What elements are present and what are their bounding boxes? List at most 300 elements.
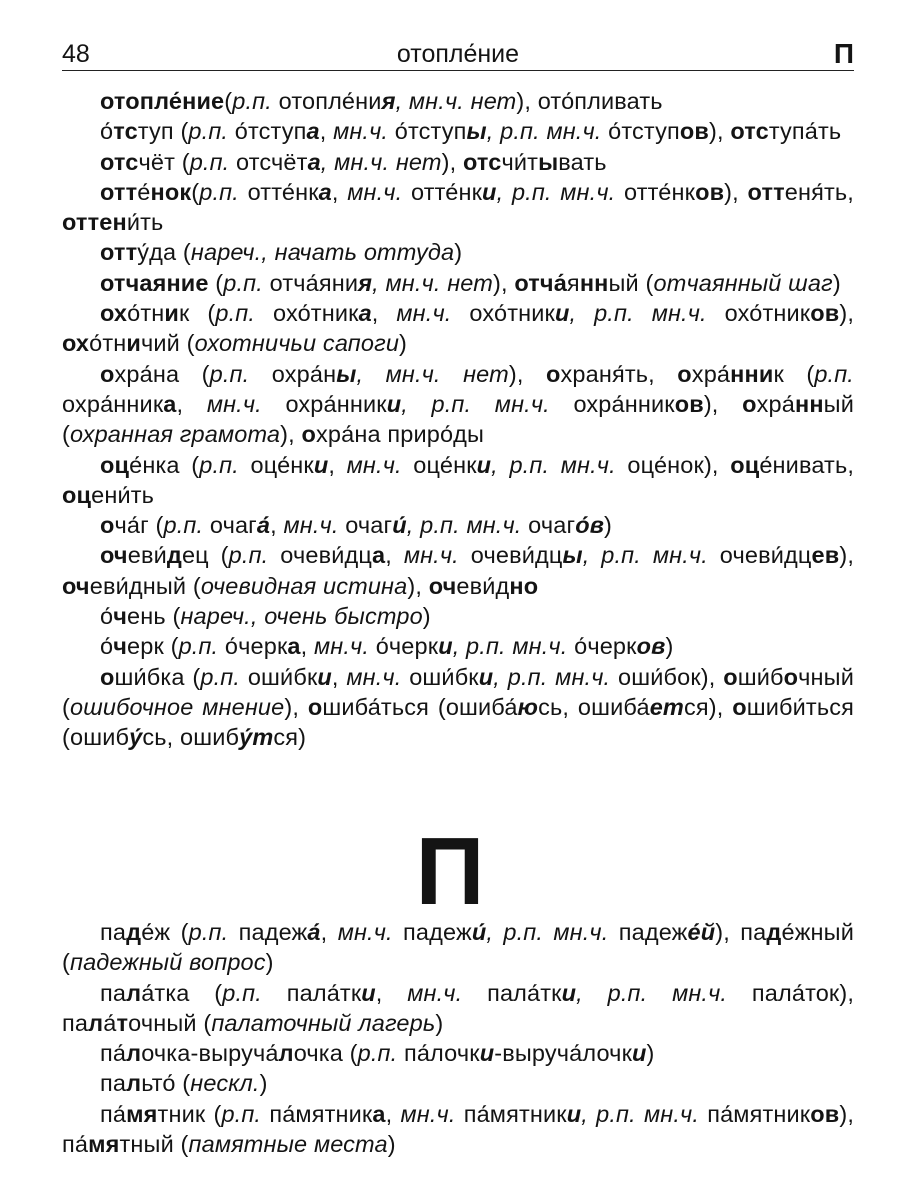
entry-text: па́ <box>100 1040 127 1067</box>
entry-text: отс <box>730 118 769 145</box>
entry-text: ю <box>517 693 539 720</box>
entry-text: ( <box>191 178 200 205</box>
entry-text: еви́ <box>127 542 167 569</box>
entry-text: о́тступ <box>228 118 307 145</box>
entry-text: о <box>307 693 323 720</box>
entry-text: а́ <box>307 919 321 945</box>
entry-text: ох <box>100 300 128 327</box>
entry-text: отчаяние <box>100 269 209 296</box>
entry-text: нескл. <box>190 1070 260 1097</box>
entry-text: о́тступ <box>601 118 680 145</box>
entry-text: оч <box>428 572 457 599</box>
entry-text: ы <box>538 148 559 175</box>
entry-text: тс <box>113 118 138 145</box>
entry-text: ов <box>679 118 709 145</box>
entry-text: ), па <box>715 919 767 945</box>
entry-text: хра́на приро́ды <box>316 421 485 448</box>
entry-text: ени́ть <box>91 481 155 508</box>
entry-text: о <box>301 421 316 448</box>
entry-text: , <box>385 1100 401 1127</box>
entry-text: р.п. <box>163 512 204 539</box>
entry-text: очный ( <box>128 1009 212 1036</box>
entry-text: па́мятник <box>455 1100 567 1127</box>
entry-text: ов <box>695 178 725 205</box>
entry-text: о <box>100 663 115 690</box>
entry-text: р.п. <box>222 979 262 1006</box>
entry-text: мн.ч. <box>346 451 402 478</box>
entry-text: охранная грамота <box>69 421 281 448</box>
entry-text: еви́д <box>456 572 510 599</box>
entry-text: очаг <box>521 512 576 539</box>
entry-text: к ( <box>773 360 815 387</box>
entry-text: шиба́ться (ошиба́ <box>322 693 518 720</box>
entry-text: л <box>278 1040 294 1067</box>
entry-text: нок <box>150 178 192 205</box>
entry-text: , <box>176 390 207 417</box>
entry-text: , <box>319 118 334 145</box>
entry-text: р.п. <box>221 1100 262 1127</box>
entry-text: пала́тк <box>261 979 362 1006</box>
entry-text: сь, ошиба́ <box>538 693 650 720</box>
entry-text: , мн.ч. нет <box>372 269 493 296</box>
entry-text: а <box>372 1100 386 1127</box>
entry-text: р.п. <box>178 633 219 660</box>
entry-text: е́й <box>687 919 716 945</box>
section-heading-letter: П <box>415 818 485 925</box>
entry-text: ох <box>62 330 90 357</box>
entry-text: а <box>306 118 320 145</box>
entry-text: , <box>270 512 284 539</box>
entry-text: м <box>126 1100 144 1127</box>
dictionary-entry <box>62 147 854 177</box>
entry-text: ), <box>724 178 748 205</box>
entry-text: и <box>479 1040 495 1067</box>
entry-text: отте́нк <box>615 178 696 205</box>
entry-text: па́ <box>100 1100 127 1127</box>
entry-text: отт <box>100 239 138 266</box>
dictionary-entry <box>62 1038 854 1068</box>
entry-text: падеж <box>228 919 308 945</box>
entry-text: р.п. <box>232 88 272 114</box>
entry-text: о́тступ <box>388 118 467 145</box>
entry-text: л <box>126 1070 142 1097</box>
entry-text: р.п. <box>223 269 263 296</box>
entry-text: оце́нок), <box>615 451 731 478</box>
entry-text: , мн.ч. нет <box>356 360 509 387</box>
entry-text: мн.ч. <box>407 979 463 1006</box>
entry-text: мн.ч. <box>396 300 452 327</box>
entry-text: очеви́дц <box>458 542 563 569</box>
entry-text: е́жный ( <box>62 919 855 976</box>
entry-text: падежный вопрос <box>69 949 266 976</box>
entry-text: ) <box>454 239 463 266</box>
entry-text: ), <box>839 542 854 569</box>
entry-text: р.п. <box>209 360 250 387</box>
entry-text: падеж <box>608 919 688 945</box>
page-header <box>62 36 854 70</box>
entry-text: пала́ток), па <box>62 979 855 1036</box>
dictionary-entry <box>62 540 854 601</box>
entry-text: охра́нник <box>261 390 387 417</box>
entry-text: отт <box>747 178 785 205</box>
entry-text: и <box>386 390 402 417</box>
entry-text: ( <box>224 88 233 114</box>
entry-text: туп ( <box>137 118 189 145</box>
entry-text: ов <box>810 1100 840 1127</box>
entry-text: отте́нк <box>238 178 319 205</box>
entry-text: па́лочк <box>397 1040 480 1067</box>
entry-text: е́ж ( <box>141 919 189 945</box>
entry-text: , р.п. мн.ч. <box>486 919 609 945</box>
entry-text: отчаянный шаг <box>653 269 833 296</box>
dictionary-entry <box>62 177 854 238</box>
entry-text: и́ <box>471 919 487 945</box>
entry-text: нн <box>794 390 824 417</box>
entry-text: е́ <box>137 178 151 205</box>
entry-text: охра́н <box>249 360 337 387</box>
dictionary-entry <box>62 662 854 753</box>
entry-text: хра́ <box>756 390 795 417</box>
dictionary-entry <box>62 601 854 631</box>
entry-text: и <box>632 1040 647 1067</box>
entry-text: а́тка ( <box>141 979 223 1006</box>
entry-text: р.п. <box>200 663 241 690</box>
entry-text: мн.ч. <box>333 118 389 145</box>
entry-text: отс <box>462 148 502 175</box>
entry-text: , р.п. мн.ч. <box>496 178 616 205</box>
entry-text: и <box>561 979 577 1006</box>
entry-text: па <box>100 919 127 945</box>
entry-text: ень ( <box>127 603 181 630</box>
entry-text: о́черк <box>567 633 637 660</box>
entry-text: ошибочное мнение <box>69 693 285 720</box>
entry-text: , р.п. мн.ч. <box>582 542 708 569</box>
entry-text: оц <box>730 451 760 478</box>
entry-text: мн.ч. <box>400 1100 456 1127</box>
entries-section-o <box>62 86 854 753</box>
entry-text: отс <box>100 148 139 175</box>
entry-text: ), <box>708 118 731 145</box>
entry-text: ши́б <box>737 663 784 690</box>
entry-text: пала́тк <box>462 979 562 1006</box>
entry-text: оч <box>100 542 128 569</box>
entry-text: ы <box>466 118 487 145</box>
entry-text: мн.ч. <box>314 633 370 660</box>
entry-text: , р.п. мн.ч. <box>406 512 522 539</box>
entry-text: к ( <box>179 300 216 327</box>
entry-text: ы <box>562 542 583 569</box>
entry-text: отте́нк <box>402 178 483 205</box>
entry-text: отсчёт <box>229 148 308 175</box>
entry-text: о́ <box>100 118 114 145</box>
entry-text: а <box>371 542 386 569</box>
entry-text: еви́дный ( <box>89 572 201 599</box>
entry-text: чий ( <box>141 330 195 357</box>
entry-text: отча́ <box>514 269 567 296</box>
entry-text: и <box>438 633 453 660</box>
entry-text: нареч., очень быстро <box>180 603 423 630</box>
entry-text: , р.п. мн.ч. <box>452 633 568 660</box>
entry-text: и <box>566 1100 582 1127</box>
entry-text: оц <box>100 451 130 478</box>
entry-text: о <box>100 512 115 539</box>
entry-text: хра́ <box>691 360 731 387</box>
entry-text: ы <box>336 360 357 387</box>
entry-text: и <box>478 663 494 690</box>
entry-text: отопле́ни <box>271 88 382 114</box>
entry-text: р.п. <box>215 300 256 327</box>
entry-text: а <box>163 390 177 417</box>
page-number: 48 <box>62 40 90 68</box>
entry-text: у́да ( <box>137 239 191 266</box>
entry-text: чный ( <box>62 663 854 720</box>
entry-text: и <box>313 451 329 478</box>
entry-text: па́мятник <box>699 1100 811 1127</box>
entry-text: оч <box>62 572 90 599</box>
entry-text: ) <box>422 603 431 630</box>
entry-text: , <box>385 542 404 569</box>
entry-text: и́ <box>392 512 407 539</box>
dictionary-entry <box>62 116 854 146</box>
entry-text: , р.п. мн.ч. <box>581 1100 699 1127</box>
entry-text: о́ <box>100 603 114 630</box>
entry-text: о́тн <box>127 300 165 327</box>
entry-text: памятные места <box>188 1131 388 1158</box>
entry-text: , <box>320 919 338 945</box>
entry-text: ), <box>280 421 302 448</box>
entry-text: , <box>331 663 347 690</box>
entry-text: л <box>126 1040 142 1067</box>
entry-text: нареч., начать оттуда <box>190 239 455 266</box>
entry-text: очевидная истина <box>200 572 408 599</box>
entry-text: у́т <box>239 724 274 751</box>
entry-text: р.п. <box>357 1040 398 1067</box>
dictionary-entry <box>62 1099 854 1160</box>
entry-text: , р.п. мн.ч. <box>491 451 616 478</box>
entry-text: ), <box>508 360 546 387</box>
entry-text: ся) <box>273 724 307 751</box>
dictionary-entry <box>62 510 854 540</box>
entry-text: а <box>287 633 301 660</box>
entry-text: о <box>742 390 757 417</box>
entry-text: а́ <box>256 512 271 539</box>
entry-text: и <box>476 451 492 478</box>
entry-text: ый ( <box>608 269 654 296</box>
entry-text: ча́г ( <box>114 512 164 539</box>
entry-text: еня́ть, <box>784 178 854 205</box>
entry-text: очаг <box>203 512 257 539</box>
entry-text: л <box>88 1009 104 1036</box>
entry-text: па́мятник <box>261 1100 373 1127</box>
entry-text: , р.п. мн.ч. <box>569 300 707 327</box>
entry-text: о <box>783 663 799 690</box>
entry-text: оши́бок), <box>610 663 724 690</box>
entry-text: , р.п. мн.ч. <box>486 118 602 145</box>
entries-section-p <box>62 917 854 1159</box>
entry-text: ), <box>407 572 429 599</box>
entry-text: а́ <box>103 1009 117 1036</box>
entry-text: я <box>358 269 373 296</box>
entry-text: оц <box>62 481 92 508</box>
entry-text: ) <box>259 1070 268 1097</box>
entry-text: очка-выруча́ <box>141 1040 279 1067</box>
entry-text: о <box>723 663 738 690</box>
entry-text: па <box>100 979 127 1006</box>
entry-text: ся), <box>683 693 733 720</box>
entry-text: отт <box>100 178 138 205</box>
entry-text: тупа́ть <box>768 118 842 145</box>
entry-text: ) <box>832 269 841 296</box>
entry-text: р.п. <box>228 542 269 569</box>
entry-text: ец ( <box>181 542 229 569</box>
entry-text: мн.ч. <box>206 390 262 417</box>
dictionary-entry <box>62 359 854 450</box>
entry-text: отт <box>62 209 100 236</box>
entry-text: мн.ч. <box>283 512 339 539</box>
entry-text: , <box>371 300 397 327</box>
entry-text: отча́яни <box>262 269 359 296</box>
entry-text: ов <box>636 633 666 660</box>
dictionary-entry <box>62 917 854 978</box>
entry-text: ч <box>113 603 128 630</box>
entry-text: но <box>509 572 539 599</box>
entry-text: падеж <box>392 919 472 945</box>
entry-text: , <box>300 633 314 660</box>
entry-text: очаг <box>338 512 393 539</box>
entry-text: о <box>100 360 115 387</box>
section-letter-tab: П <box>833 38 854 69</box>
entry-text: оце́нк <box>238 451 314 478</box>
entry-text: оце́нк <box>401 451 477 478</box>
entry-text: д <box>126 919 142 945</box>
entry-text: -выруча́лочк <box>494 1040 633 1067</box>
entry-text: ) <box>665 633 674 660</box>
entry-text: чи́т <box>501 148 539 175</box>
entry-text: шиби́ться (ошиб <box>62 693 854 751</box>
entry-text: ов <box>810 300 840 327</box>
entry-text: охотничьи сапоги <box>194 330 400 357</box>
entry-text: оши́бк <box>240 663 318 690</box>
entry-text: и <box>164 300 180 327</box>
entry-text: храня́ть, <box>560 360 678 387</box>
entry-text: у́ <box>129 724 143 751</box>
entry-text: ) <box>646 1040 655 1067</box>
entry-text: , р.п. мн.ч. <box>493 663 611 690</box>
entry-text: и <box>482 178 497 205</box>
entry-text: ) <box>387 1131 396 1158</box>
entry-text: палаточный лагерь <box>211 1009 436 1036</box>
entry-text: ), <box>492 269 515 296</box>
dictionary-entry <box>62 237 854 267</box>
dictionary-entry <box>62 631 854 661</box>
entry-text: е́нка ( <box>129 451 200 478</box>
header-rule <box>62 70 854 71</box>
entry-text: а <box>307 148 321 175</box>
entry-text: , <box>328 451 347 478</box>
dictionary-entry <box>62 298 854 359</box>
entry-text: ) <box>399 330 408 357</box>
entry-text: хра́на ( <box>114 360 210 387</box>
entry-text: мн.ч. <box>347 178 403 205</box>
entry-text: ) <box>435 1009 444 1036</box>
entry-text: и <box>361 979 376 1006</box>
entry-text: ), <box>839 300 854 327</box>
entry-text: очеви́дц <box>268 542 372 569</box>
entry-text: ый ( <box>62 390 854 448</box>
entry-text: ов <box>674 390 704 417</box>
dictionary-entry <box>62 450 854 511</box>
entry-text: чёт ( <box>138 148 190 175</box>
entry-text: ьто́ ( <box>141 1070 191 1097</box>
entry-text: сь, ошиб <box>142 724 240 751</box>
entry-text: а <box>318 178 332 205</box>
entry-text: р.п. <box>189 148 230 175</box>
entry-text: , мн.ч. нет <box>320 148 442 175</box>
entry-text: нн <box>579 269 609 296</box>
entry-text: р.п. <box>814 360 854 387</box>
entry-text: и <box>317 663 332 690</box>
entry-text: ев <box>811 542 840 569</box>
entry-text: о <box>732 693 747 720</box>
entry-text: и <box>554 300 570 327</box>
entry-text: р.п. <box>188 919 229 945</box>
entry-text: очка ( <box>293 1040 358 1067</box>
entry-text: я <box>143 1100 158 1127</box>
entry-text: очеви́дц <box>707 542 812 569</box>
entry-text: о <box>677 360 692 387</box>
entry-text: о́в <box>575 512 605 539</box>
dictionary-entry <box>62 978 854 1039</box>
entry-text: мн.ч. <box>403 542 459 569</box>
entry-text: р.п. <box>199 451 239 478</box>
entry-text: т <box>116 1009 129 1036</box>
entry-text: д <box>166 542 182 569</box>
entry-text: ), <box>441 148 463 175</box>
dictionary-entry <box>62 86 854 116</box>
entry-text: ч <box>113 633 128 660</box>
entry-text: р.п. <box>188 118 229 145</box>
entry-text: ), <box>284 693 308 720</box>
entry-text: охо́тник <box>451 300 555 327</box>
dictionary-entry <box>62 268 854 298</box>
entry-text: охра́нник <box>549 390 675 417</box>
entry-text: ен <box>99 209 127 236</box>
entry-text: ), па́ <box>62 1100 854 1158</box>
entry-text: ет <box>649 693 684 720</box>
running-head: отопле́ние <box>396 40 520 68</box>
entry-text: о́тн <box>89 330 127 357</box>
entry-text: ерк ( <box>127 633 179 660</box>
entry-text: о <box>545 360 561 387</box>
entry-text: , р.п. мн.ч. <box>401 390 550 417</box>
entry-text: а <box>358 300 372 327</box>
entry-text: мн.ч. <box>346 663 402 690</box>
entry-text: оши́бк <box>401 663 479 690</box>
entry-text: р.п. <box>199 178 239 205</box>
entry-text: ) <box>265 949 274 976</box>
entry-text: ), <box>703 390 743 417</box>
entry-text: , <box>375 979 408 1006</box>
entry-text: мн.ч. <box>337 919 393 945</box>
entry-text: мя <box>88 1131 120 1158</box>
entry-text: д <box>766 919 782 945</box>
entry-text: охо́тник <box>706 300 811 327</box>
entry-text: вать <box>558 148 607 175</box>
entry-text: ( <box>208 269 224 296</box>
entry-text: тник ( <box>157 1100 222 1127</box>
entry-text: ши́бка ( <box>114 663 201 690</box>
entry-text: л <box>126 979 142 1006</box>
